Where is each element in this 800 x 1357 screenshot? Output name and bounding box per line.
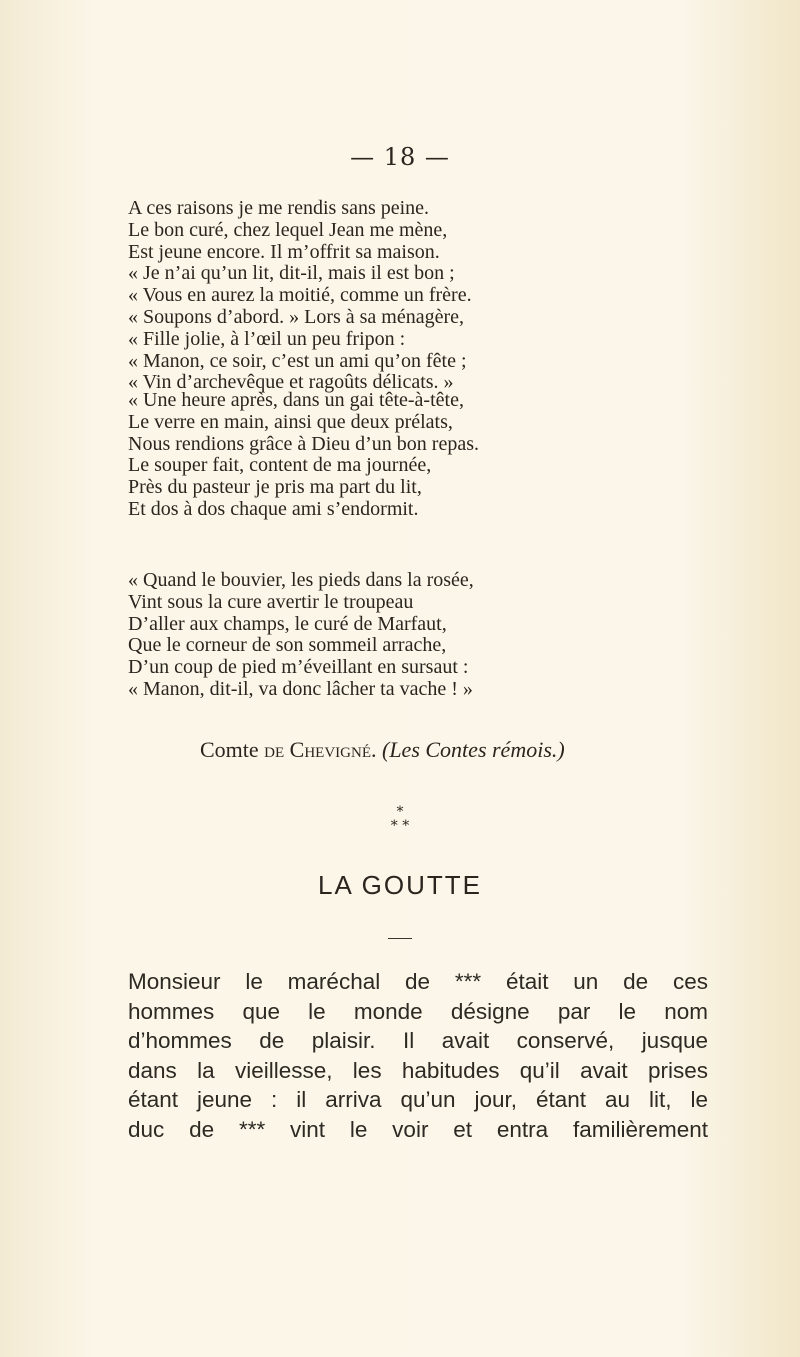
prose-line: duc de *** vint le voir et entra familièrement <box>128 1116 708 1142</box>
poem-line: Et dos à dos chaque ami s’endormit. <box>128 497 419 520</box>
prose-paragraph <box>128 967 708 1144</box>
section-title: LA GOUTTE <box>318 870 482 900</box>
poem-line: « Une heure après, dans un gai tête-à-tête, <box>128 389 464 411</box>
prose-line: d’hommes de plaisir. Il avait conservé, jusque <box>128 1028 708 1053</box>
poem-stanza-2 <box>128 390 688 521</box>
author-particle: de <box>264 737 285 762</box>
poem-line: « Vin d’archevêque et ragoûts délicats. » <box>128 371 454 394</box>
prose-line: hommes que le monde désigne par le nom <box>128 998 708 1024</box>
title-rule <box>388 938 412 939</box>
poem-line: « Fille jolie, à l’œil un peu fripon : <box>128 327 406 350</box>
prose-line: étant jeune : il arriva qu’un jour, étant au lit, le <box>128 1087 708 1112</box>
asterism-bottom: * * <box>390 818 410 834</box>
poem-line: D’un coup de pied m’éveillant en sursaut : <box>128 656 469 679</box>
asterism-top: * <box>396 804 404 820</box>
poem-line: D’aller aux champs, le curé de Marfaut, <box>128 612 447 635</box>
author-name: Chevigné. <box>289 737 377 762</box>
poem-line: « Je n’ai qu’un lit, dit-il, mais il est bon ; <box>128 262 455 285</box>
poem-line: « Manon, ce soir, c’est un ami qu’on fête ; <box>128 349 467 372</box>
poem-line: « Manon, dit-il, va donc lâcher ta vache ! » <box>128 677 473 700</box>
poem-line: Que le corneur de son sommeil arrache, <box>128 634 447 657</box>
poem-line: « Quand le bouvier, les pieds dans la rosée, <box>128 569 474 591</box>
poem-line: Nous rendions grâce à Dieu d’un bon repas. <box>128 432 480 455</box>
poem-line: A ces raisons je me rendis sans peine. <box>128 197 430 219</box>
poem-line: « Vous en aurez la moitié, comme un frère. <box>128 284 472 307</box>
poem-line: Est jeune encore. Il m’offrit sa maison. <box>128 240 440 263</box>
poem-line: Vint sous la cure avertir le troupeau <box>128 590 414 613</box>
page-number: — 18 — <box>350 143 450 171</box>
work-title: (Les Contes rémois.) <box>382 737 565 762</box>
poem-line: Le bon curé, chez lequel Jean me mène, <box>128 218 448 241</box>
prose-line: Monsieur le maréchal de *** était un de ces <box>128 969 708 994</box>
author-prefix: Comte <box>200 737 259 762</box>
asterism-divider <box>0 805 800 833</box>
poem-line: Le souper fait, content de ma journée, <box>128 454 432 477</box>
poem-line: Près du pasteur je pris ma part du lit, <box>128 476 422 499</box>
poem-attribution <box>200 737 565 763</box>
prose-line: dans la vieillesse, les habitudes qu’il avait prises <box>128 1057 708 1083</box>
poem-line: Le verre en main, ainsi que deux prélats, <box>128 410 453 433</box>
poem-line: « Soupons d’abord. » Lors à sa ménagère, <box>128 305 465 328</box>
poem-stanza-1 <box>128 198 688 394</box>
poem-stanza-3 <box>128 570 688 701</box>
